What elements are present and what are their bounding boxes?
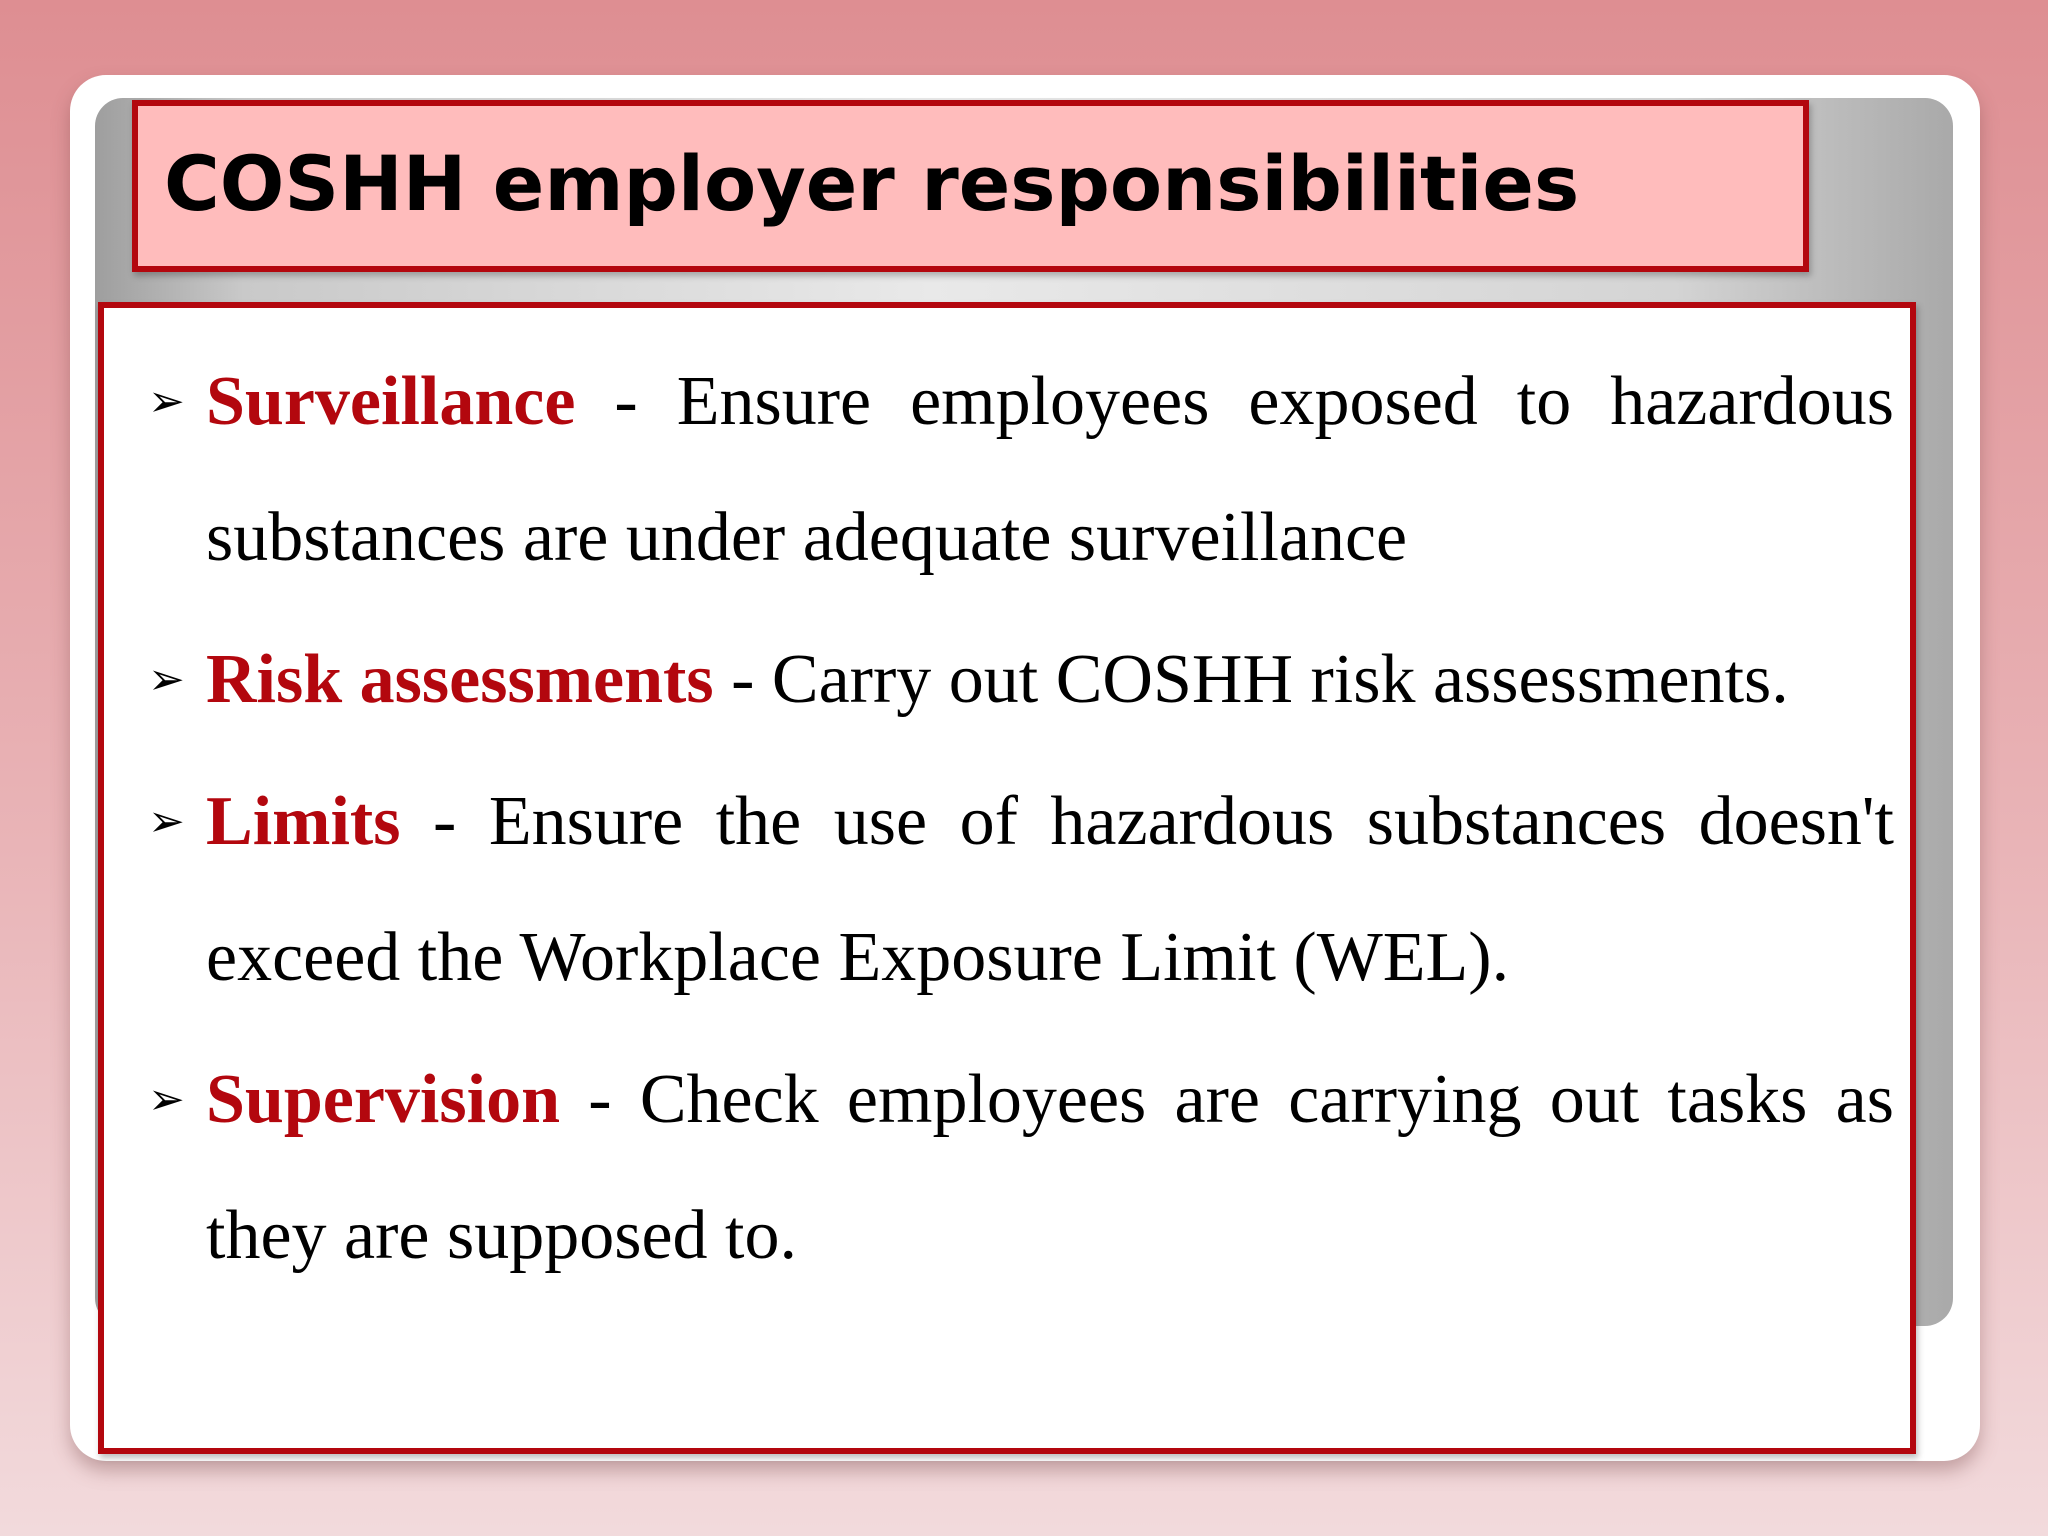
bullet-term: Risk assessments bbox=[206, 641, 714, 718]
slide-title: COSHH employer responsibilities bbox=[164, 139, 1580, 228]
content-box bbox=[98, 302, 1916, 1454]
bullet-text: - Check employees are carrying out tasks as they are supposed to. bbox=[206, 1061, 1894, 1274]
bullet-surveillance bbox=[148, 334, 1894, 606]
arrow-bullet-icon: ➢ bbox=[148, 376, 185, 427]
title-box bbox=[132, 100, 1809, 272]
arrow-bullet-icon: ➢ bbox=[148, 654, 185, 705]
bullet-term: Limits bbox=[206, 783, 401, 860]
bullet-supervision bbox=[148, 1032, 1894, 1304]
bullet-term: Surveillance bbox=[206, 363, 576, 440]
bullet-risk-assessments bbox=[148, 612, 1894, 748]
arrow-bullet-icon: ➢ bbox=[148, 796, 185, 847]
bullet-text: - Ensure employees exposed to hazardous substances are under adequate surveillance bbox=[206, 363, 1894, 576]
bullet-text: - Ensure the use of hazardous substances doesn't exceed the Workplace Exposure Limit (WEL). bbox=[206, 783, 1894, 996]
bullet-list bbox=[148, 334, 1894, 1310]
bullet-term: Supervision bbox=[206, 1061, 560, 1138]
bullet-limits bbox=[148, 754, 1894, 1026]
arrow-bullet-icon: ➢ bbox=[148, 1074, 185, 1125]
bullet-text: - Carry out COSHH risk assessments. bbox=[713, 641, 1789, 718]
